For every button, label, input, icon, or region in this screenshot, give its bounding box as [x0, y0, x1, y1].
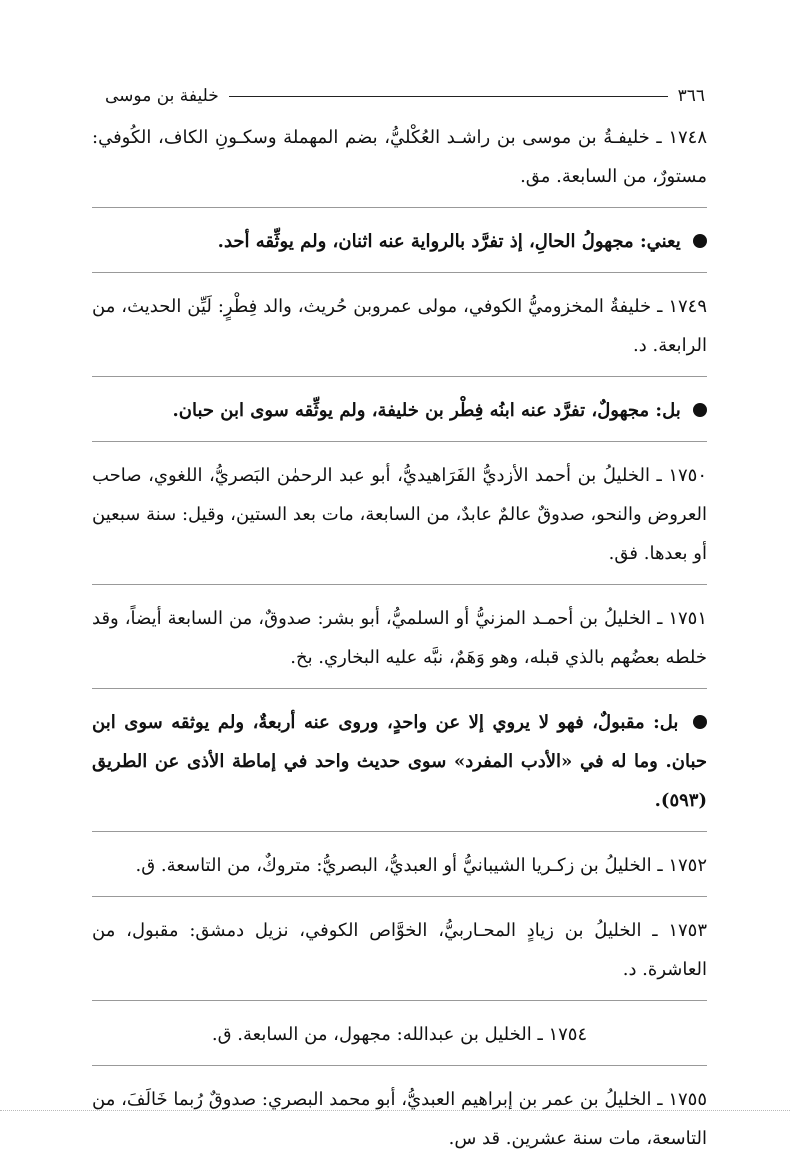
entry-number: ١٧٥٤: [548, 1024, 588, 1045]
entry-number: ١٧٤٨: [668, 127, 707, 148]
entry-text: الخليلُ بن زكـريا الشيبانيُّ أو العبديُّ، البصريُّ: متروكٌ، من التاسعة. ق.: [135, 855, 652, 876]
entry-1752: ١٧٥٢ ـ الخليلُ بن زكـريا الشيبانيُّ أو العبديُّ، البصريُّ: متروكٌ، من التاسعة. ق.: [135, 855, 707, 876]
entry-1753: ١٧٥٣ ـ الخليلُ بن زيادٍ المحـاربيُّ، الخوَّاص الكوفي، نزيل دمشق: مقبول، من العاشرة. د.: [92, 920, 708, 980]
bullet-dot-icon: [693, 234, 707, 248]
divider: [92, 831, 707, 832]
header-rule: [229, 96, 668, 97]
entry-1748: ١٧٤٨ ـ خليفـةُ بن موسى بن راشـد العُكْليُّ، بضم المهملة وسكـونِ الكاف، الكُوفي: مستورٌ، من السابعة. مق.: [92, 127, 707, 187]
entry-1755: ١٧٥٥ ـ الخليلُ بن عمر بن إبراهيم العبديُّ، أبو محمد البصري: صدوقٌ رُبما خَالَفَ، من التاسعة، مات سنة عشرين. قد س.: [92, 1089, 708, 1149]
entry-text: خليفـةُ بن موسى بن راشـد العُكْليُّ، بضم المهملة وسكـونِ الكاف، الكُوفي: مستورٌ، من السابعة. مق.: [92, 127, 707, 187]
divider: [92, 1065, 707, 1066]
entry-number: ١٧٥٠: [668, 465, 708, 486]
entries-body: [92, 118, 707, 1169]
divider: [92, 376, 707, 377]
entry-number: ١٧٥١: [668, 608, 708, 629]
note-text: بل: مجهولٌ، تفرَّد عنه ابنُه فِطْر بن خليفة، ولم يوثِّقه سوى ابن حبان.: [172, 400, 681, 421]
divider: [92, 441, 707, 442]
entry-number: ١٧٥٥: [668, 1089, 708, 1110]
note-1749: [92, 391, 707, 430]
divider: [92, 207, 707, 208]
entry-text: خليفةُ المخزوميُّ الكوفي، مولى عمروبن حُريث، والد فِطْرٍ: لَيِّن الحديث، من الرابعة. د.: [92, 296, 707, 356]
note-1748: [92, 222, 707, 261]
entry-text: الخليلُ بن أحمد الأزديُّ الفَرَاهيديُّ، أبو عبد الرحمٰن البَصريُّ، اللغوي، صاحب العروض والنحو، صدوقٌ عالمٌ عابدٌ، من السابعة، مات بعد الستين، وقيل: سنة سبعين أو بعدها. فق.: [92, 465, 707, 564]
entry-text: الخليل بن عبدالله: مجهول، من السابعة. ق.: [211, 1024, 532, 1045]
bullet-dot-icon: [693, 715, 707, 729]
note-text: يعني: مجهولُ الحالِ، إذ تفرَّد بالرواية عنه اثنان، ولم يوثِّقه أحد.: [217, 231, 681, 252]
bottom-edge-rule: [0, 1110, 790, 1111]
entry-number: ١٧٥٣: [668, 920, 708, 941]
note-1751: [92, 703, 707, 820]
divider: [92, 896, 707, 897]
bullet-dot-icon: [693, 403, 707, 417]
divider: [92, 584, 707, 585]
entry-text: الخليلُ بن أحمـد المزنيُّ أو السلميُّ، أبو بشر: صدوقٌ، من السابعة أيضاً، وقد خلطه بعضُهم بالذي قبله، وهو وَهَمٌ، نبَّه عليه البخاري. بخ.: [92, 608, 707, 668]
divider: [92, 272, 707, 273]
divider: [92, 1000, 707, 1001]
running-header: [105, 84, 705, 108]
entry-number: ١٧٥٢: [668, 855, 707, 876]
entry-number: ١٧٤٩: [668, 296, 708, 317]
entry-1754: ١٧٥٤ ـ الخليل بن عبدالله: مجهول، من السابعة. ق.: [211, 1024, 588, 1045]
running-title: خليفة بن موسى: [105, 86, 219, 106]
entry-1750: ١٧٥٠ ـ الخليلُ بن أحمد الأزديُّ الفَرَاهيديُّ، أبو عبد الرحمٰن البَصريُّ، اللغوي، صاحب العروض والنحو، صدوقٌ عالمٌ عابدٌ، من السابعة، مات بعد الستين، وقيل: سنة سبعين أو بعدها. فق.: [92, 465, 708, 564]
entry-1749: ١٧٤٩ ـ خليفةُ المخزوميُّ الكوفي، مولى عمروبن حُريث، والد فِطْرٍ: لَيِّن الحديث، من الرابعة. د.: [92, 296, 708, 356]
divider: [92, 688, 707, 689]
entry-1751: ١٧٥١ ـ الخليلُ بن أحمـد المزنيُّ أو السلميُّ، أبو بشر: صدوقٌ، من السابعة أيضاً، وقد خلطه بعضُهم بالذي قبله، وهو وَهَمٌ، نبَّه عليه البخاري. بخ.: [92, 608, 708, 668]
page-number: ٣٦٦: [677, 86, 705, 106]
note-text: بل: مقبولٌ، فهو لا يروي إلا عن واحدٍ، وروى عنه أربعةٌ، ولم يوثقه سوى ابن حبان. وما له في «الأدب المفرد» سوى حديث واحد في إماطة الأذى عن الطريق (٥٩٣).: [92, 712, 707, 811]
entry-text: الخليلُ بن زيادٍ المحـاربيُّ، الخوَّاص الكوفي، نزيل دمشق: مقبول، من العاشرة. د.: [92, 920, 707, 980]
entry-text: الخليلُ بن عمر بن إبراهيم العبديُّ، أبو محمد البصري: صدوقٌ رُبما خَالَفَ، من التاسعة، مات سنة عشرين. قد س.: [92, 1089, 707, 1149]
